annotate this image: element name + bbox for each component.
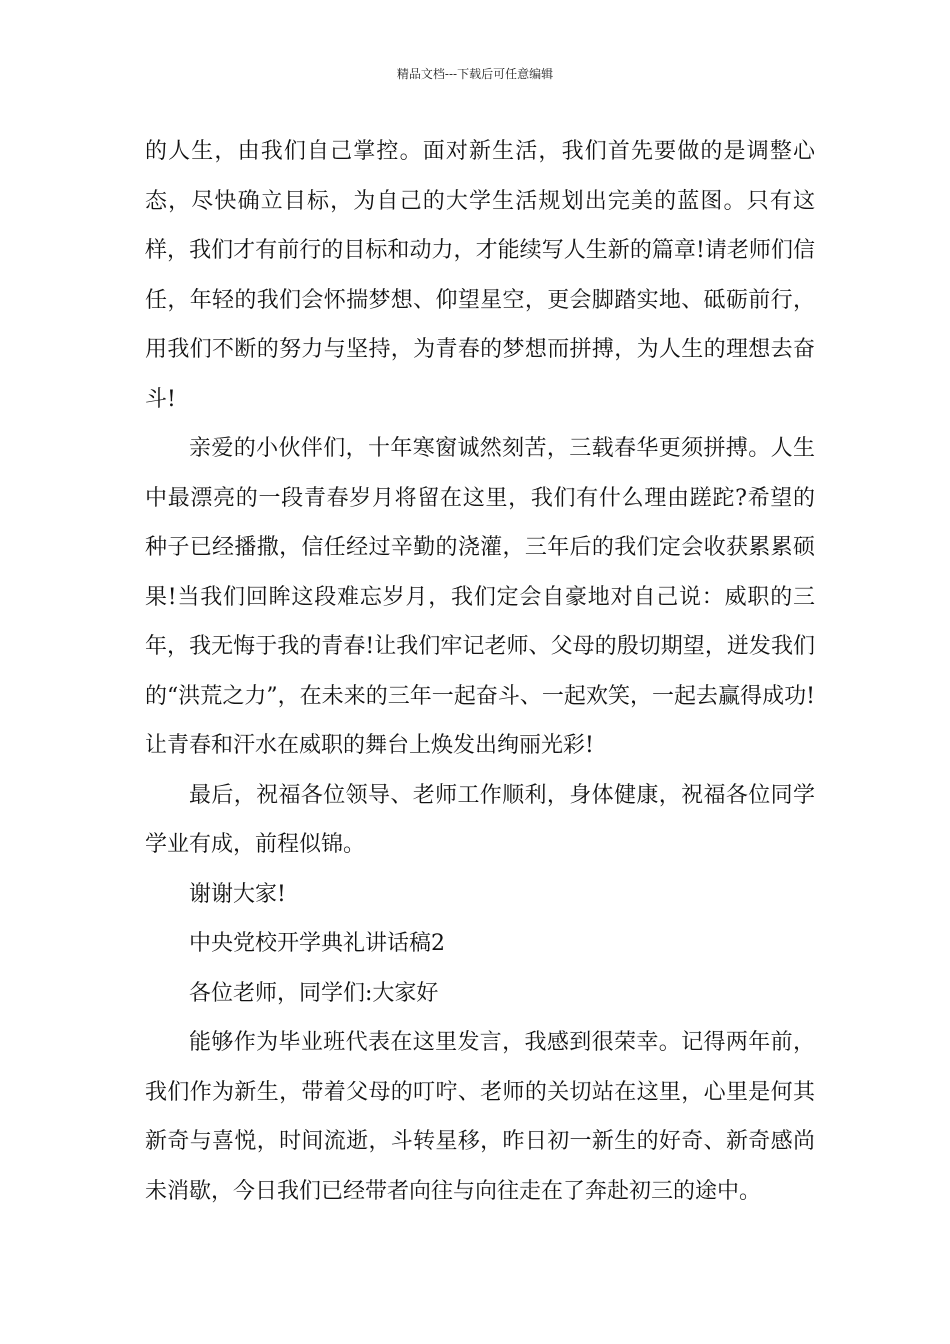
document-body <box>145 127 815 1216</box>
paragraph-classmates: 亲爱的小伙伴们，十年寒窗诚然刻苦，三载春华更须拼搏。人生中最漂亮的一段青春岁月将留在这里，我们有什么理由蹉跎?希望的种子已经播撒，信任经过辛勤的浇灌，三年后的我们定会收获累累硕果!当我们回眸这段难忘岁月，我们定会自豪地对自己说：威职的三年，我无悔于我的青春!让我们牢记老师、父母的殷切期望，迸发我们的“洪荒之力”，在未来的三年一起奋斗、一起欢笑，一起去赢得成功!让青春和汗水在威职的舞台上焕发出绚丽光彩! <box>145 436 815 758</box>
paragraph-blessing: 最后，祝福各位领导、老师工作顺利，身体健康，祝福各位同学学业有成，前程似锦。 <box>145 782 815 857</box>
paragraph-thanks: 谢谢大家! <box>189 881 286 907</box>
paragraph-continuation: 的人生，由我们自己掌控。面对新生活，我们首先要做的是调整心态，尽快确立目标，为自己的大学生活规划出完美的蓝图。只有这样，我们才有前行的目标和动力，才能续写人生新的篇章!请老师们信任，年轻的我们会怀揣梦想、仰望星空，更会脚踏实地、砥砺前行，用我们不断的努力与坚持，为青春的梦想而拼搏，为人生的理想去奋斗! <box>145 139 815 412</box>
section-title: 中央党校开学典礼讲话稿2 <box>189 931 445 956</box>
page-header: 精品文档---下载后可任意编辑 <box>396 67 554 81</box>
paragraph-greeting: 各位老师，同学们:大家好 <box>189 980 439 1006</box>
paragraph-speech-opening: 能够作为毕业班代表在这里发言，我感到很荣幸。记得两年前，我们作为新生，带着父母的叮咛、老师的关切站在这里，心里是何其新奇与喜悦，时间流逝，斗转星移，昨日初一新生的好奇、新奇感尚未消歇，今日我们已经带者向往与向往走在了奔赴初三的途中。 <box>145 1030 815 1204</box>
